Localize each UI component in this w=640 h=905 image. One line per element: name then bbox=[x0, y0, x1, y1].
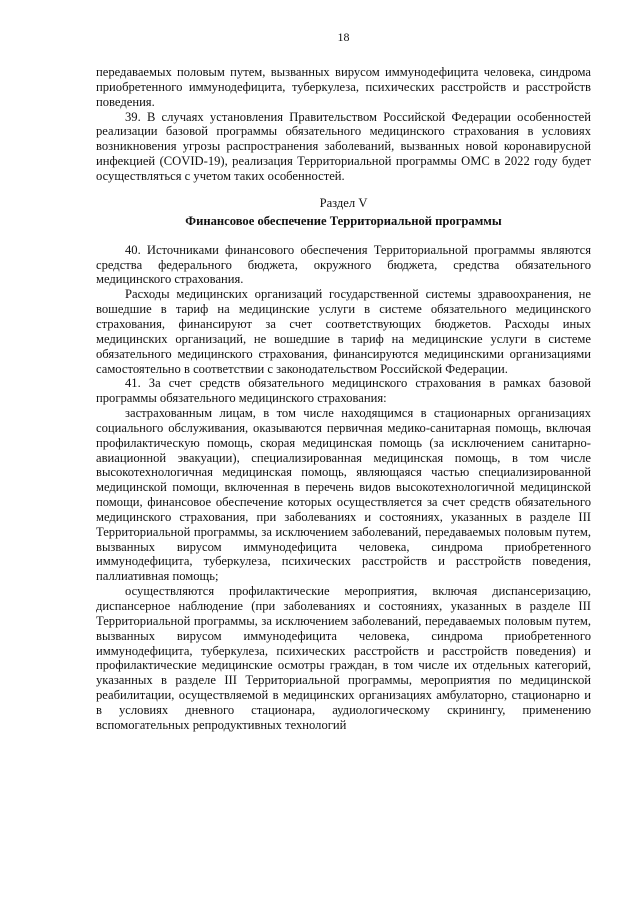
section-label: Раздел V bbox=[319, 195, 368, 210]
section-heading: Финансовое обеспечение Территориальной программы bbox=[185, 213, 502, 228]
paragraph-40: 40. Источниками финансового обеспечения Территориальной программы являются средства федерального бюджета, окружного бюджета, средства обязательного медицинского страхования. bbox=[96, 242, 591, 287]
paragraph-39: 39. В случаях установления Правительством Российской Федерации особенностей реализации базовой программы обязательного медицинского страхования в условиях возникновения угрозы распространения заболеваний, вызванных новой коронавирусной инфекцией (COVID-19), реализация Территориальной программы ОМС в 2022 году будет осуществляться с учетом таких особенностей. bbox=[96, 109, 591, 183]
paragraph-preventive-measures: осуществляются профилактические мероприятия, включая диспансеризацию, диспансерное наблюдение (при заболеваниях и состояниях, указанных в разделе III Территориальной программы, за исключением заболеваний, передаваемых половым путем, вызванных вирусом иммунодефицита человека, синдрома приобретенного иммунодефицита, туберкулеза, психических расстройств и расстройств поведения) и профилактические медицинские осмотры граждан, в том числе их отдельных категорий, указанных в разделе III Территориальной программы, мероприятия по медицинской реабилитации, осуществляемой в медицинских организациях амбулаторно, стационарно и в условиях дневного стационара, аудиологическому скринингу, применению вспомогательных репродуктивных технологий bbox=[96, 584, 591, 732]
paragraph-expenses: Расходы медицинских организаций государственной системы здравоохранения, не вошедшие в тариф на медицинские услуги в системе обязательного медицинского страхования, финансируют за счет соответствующих бюджетов. Расходы иных медицинских организаций, не вошедшие в тариф на медицинские услуги в системе обязательного медицинского страхования, финансируются медицинскими организациями самостоятельно в соответствии с законодательством Российской Федерации. bbox=[96, 287, 591, 376]
spacer bbox=[96, 184, 591, 196]
spacer bbox=[96, 229, 591, 243]
paragraph-41: 41. За счет средств обязательного медицинского страхования в рамках базовой программы обязательного медицинского страхования: bbox=[96, 376, 591, 406]
paragraph-continuation: передаваемых половым путем, вызванных вирусом иммунодефицита человека, синдрома приобретенного иммунодефицита, туберкулеза, психических расстройств и расстройств поведения. bbox=[96, 65, 591, 109]
document-page bbox=[96, 30, 591, 733]
paragraph-insured-persons: застрахованным лицам, в том числе находящимся в стационарных организациях социального обслуживания, оказываются первичная медико-санитарная помощь, включая профилактическую помощь, скорая медицинская помощь (за исключением санитарно-авиационной эвакуации), специализированная медицинская помощь, в том числе высокотехнологичная медицинская помощь, являющаяся частью специализированной медицинской помощи, включенная в перечень видов высокотехнологичной медицинской помощи, финансовое обеспечение которых осуществляется за счет средств обязательного медицинского страхования, при заболеваниях и состояниях, указанных в разделе III Территориальной программы, за исключением заболеваний, передаваемых половым путем, вызванных вирусом иммунодефицита человека, синдрома приобретенного иммунодефицита, туберкулеза, психических расстройств и расстройств поведения, паллиативная помощь; bbox=[96, 406, 591, 584]
page-number: 18 bbox=[337, 30, 350, 44]
